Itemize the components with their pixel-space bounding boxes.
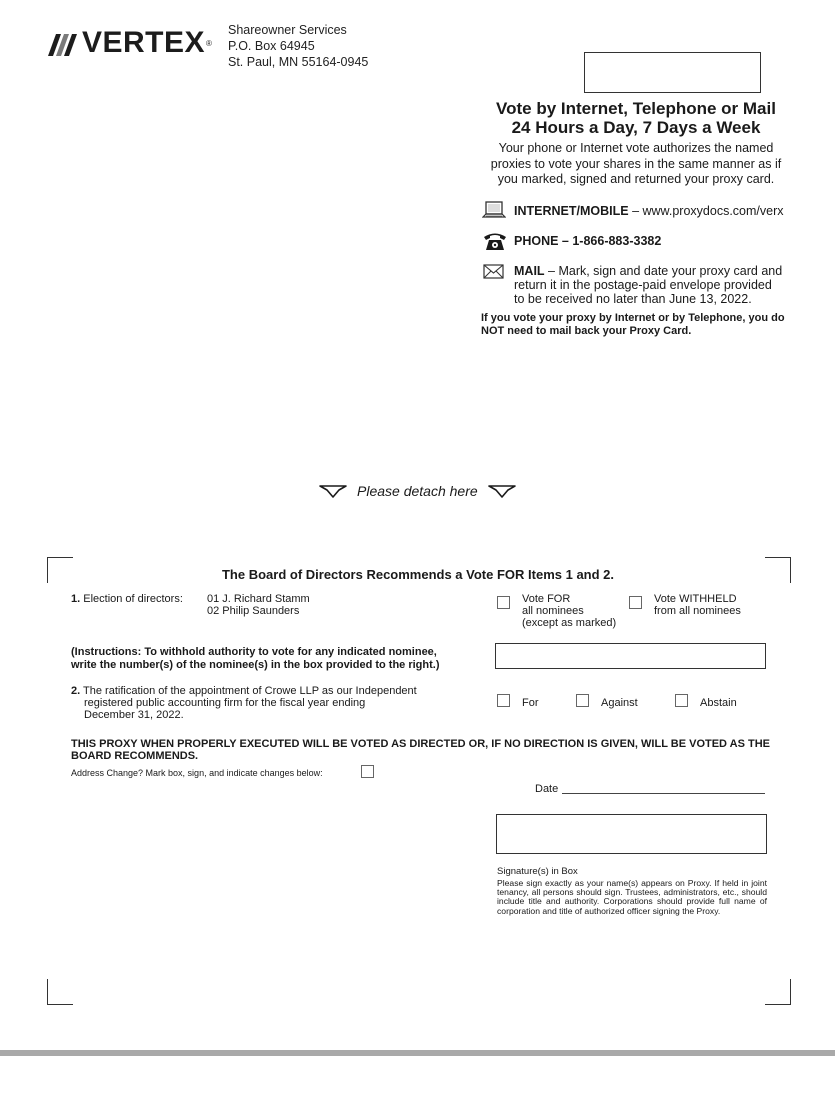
internet-vote-url: – www.proxydocs.com/verx	[628, 204, 784, 218]
logo-registered-mark: ®	[206, 38, 212, 48]
item1-label	[71, 593, 183, 605]
item2-abstain-label: Abstain	[700, 697, 737, 709]
vote-withheld-checkbox[interactable]	[629, 596, 642, 609]
vote-for-all-checkbox[interactable]	[497, 596, 510, 609]
vote-for-line-1: Vote FOR	[522, 593, 571, 605]
vote-online-note: If you vote your proxy by Internet or by Telephone, you do NOT need to mail back your Proxy Card.	[481, 312, 785, 337]
address-line-1: Shareowner Services	[228, 23, 347, 37]
address-line-2: P.O. Box 64945	[228, 39, 315, 53]
proxy-execution-note	[71, 738, 781, 762]
vote-description: Your phone or Internet vote authorizes the named proxies to vote your shares in the same manner as if you marked, signed and returned your proxy card.	[490, 141, 782, 186]
item1-text: Election of directors:	[80, 593, 183, 605]
signature-label: Signature(s) in Box	[497, 866, 578, 877]
proxy-note-line-1: THIS PROXY WHEN PROPERLY EXECUTED WILL BE VOTED AS DIRECTED OR, IF NO DIRECTION IS GIVEN, WILL BE VOTED AS THE	[71, 738, 770, 750]
vote-withheld-line-2: from all nominees	[654, 605, 741, 617]
nominee-list	[207, 593, 310, 617]
signature-instructions: Please sign exactly as your name(s) appears on Proxy. If held in joint tenancy, all persons should sign. Trustees, administrators, etc., should include title and authority. Corporations should provide full name of corporation and title of authorized officer signing the Proxy.	[497, 878, 767, 916]
date-input-line[interactable]	[562, 793, 765, 794]
crop-mark-bottom-left	[47, 979, 73, 1005]
vertex-logo-mark-icon	[46, 28, 78, 58]
page-bottom-bar	[0, 1050, 835, 1056]
mail-vote-label: MAIL	[514, 264, 545, 278]
board-recommendation-title: The Board of Directors Recommends a Vote FOR Items 1 and 2.	[221, 567, 615, 582]
phone-vote-option: PHONE – 1-866-883-3382	[514, 234, 662, 248]
detach-line	[318, 481, 517, 501]
signature-box[interactable]	[496, 814, 767, 854]
vote-for-all-label	[522, 593, 616, 629]
item2-for-checkbox[interactable]	[497, 694, 510, 707]
vote-withheld-line-1: Vote WITHHELD	[654, 593, 737, 605]
mail-vote-option	[514, 264, 782, 306]
item2-line-2: registered public accounting firm for the fiscal year ending	[84, 697, 366, 709]
address-line-3: St. Paul, MN 55164-0945	[228, 55, 369, 69]
crop-mark-bottom-right	[765, 979, 791, 1005]
internet-vote-label: INTERNET/MOBILE	[514, 204, 629, 218]
detach-text: Please detach here	[357, 483, 478, 499]
internet-vote-option	[514, 204, 784, 218]
withhold-instructions	[71, 646, 481, 672]
vote-title-line-2: 24 Hours a Day, 7 Days a Week	[511, 118, 761, 137]
nominee-1: 01 J. Richard Stamm	[207, 593, 310, 605]
vote-for-line-2: all nominees	[522, 605, 584, 617]
item2-against-checkbox[interactable]	[576, 694, 589, 707]
instructions-line-2: write the number(s) of the nominee(s) in the box provided to the right.)	[71, 659, 440, 671]
item1-number: 1.	[71, 593, 81, 605]
withhold-nominee-input[interactable]	[495, 643, 766, 669]
instructions-line-1: (Instructions: To withhold authority to vote for any indicated nominee,	[71, 646, 437, 658]
item2-number: 2.	[71, 685, 81, 697]
vote-methods-title	[480, 99, 792, 137]
item2-label	[71, 685, 417, 721]
item2-abstain-checkbox[interactable]	[675, 694, 688, 707]
logo-text: VERTEX	[82, 26, 206, 59]
address-change-checkbox[interactable]	[361, 765, 374, 778]
item2-against-label: Against	[601, 697, 638, 709]
laptop-icon	[482, 200, 506, 222]
nominee-2: 02 Philip Saunders	[207, 605, 300, 617]
proxy-note-line-2: BOARD RECOMMENDS.	[71, 750, 199, 762]
envelope-icon	[482, 262, 506, 284]
item2-for-label: For	[522, 697, 539, 709]
down-arrow-icon	[318, 482, 348, 500]
mail-vote-line-1: – Mark, sign and date your proxy card and	[544, 264, 783, 278]
mail-vote-line-2: return it in the postage-paid envelope provided	[514, 278, 772, 292]
date-label: Date	[535, 783, 559, 795]
vote-for-line-3: (except as marked)	[522, 617, 617, 629]
item2-line-1: The ratification of the appointment of Crowe LLP as our Independent	[80, 685, 417, 697]
mail-vote-line-3: to be received no later than June 13, 2022.	[514, 292, 752, 306]
vote-title-line-1: Vote by Internet, Telephone or Mail	[496, 99, 776, 118]
address-change-label: Address Change? Mark box, sign, and indicate changes below:	[71, 768, 323, 778]
vertex-logo	[46, 26, 212, 60]
down-arrow-icon	[487, 482, 517, 500]
item2-line-3: December 31, 2022.	[84, 709, 184, 721]
vote-withheld-label	[654, 593, 741, 617]
telephone-icon	[483, 230, 507, 252]
shareowner-address	[228, 22, 368, 70]
control-number-box	[584, 52, 761, 93]
